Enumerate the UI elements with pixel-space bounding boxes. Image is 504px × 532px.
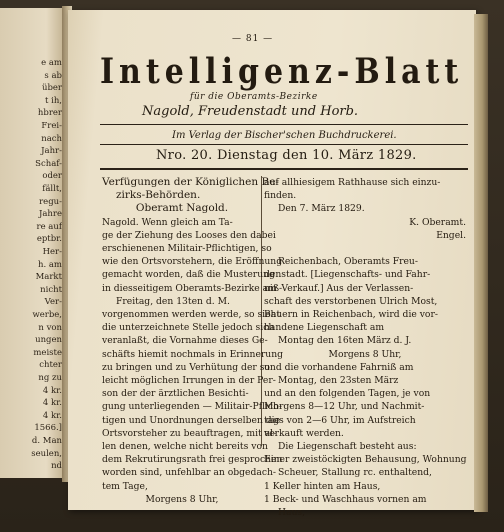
right-column-line: 1 Beck- und Waschhaus vornen am <box>264 493 427 505</box>
right-column-line: Morgens 8 Uhr, <box>328 348 402 360</box>
left-column-line: die unterzeichnete Stelle jedoch sich <box>102 322 275 334</box>
left-column-line: Oberamt Nagold. <box>135 202 229 215</box>
masthead-subtitle: für die Oberamts-Bezirke <box>190 92 318 102</box>
right-column-line: Engel. <box>436 229 466 241</box>
page-number: — 81 — <box>232 34 274 44</box>
left-page-fragment: 4 kr. <box>42 410 62 421</box>
right-column-line: 1 Keller hinten am Haus, <box>264 480 381 492</box>
left-page-fragment: 4 kr. <box>42 398 62 409</box>
left-column-line: schäfts hiemit nochmals in Erinnerung <box>102 348 284 360</box>
left-page-fragment: Jahre <box>38 209 62 220</box>
left-column-line: Verfügungen der Königlichen Be- <box>102 176 279 188</box>
left-column-line: son der der ärztlichen Besichti- <box>102 388 249 400</box>
left-column-line: leicht möglichen Irrungen in der Per- <box>102 375 276 387</box>
left-column-line: Freitag, den 13ten d. M. <box>116 295 230 307</box>
rule-mid <box>100 144 468 145</box>
right-column-line: und an den folgenden Tagen, je von <box>264 388 431 400</box>
left-page-fragment: werbe, <box>32 310 62 320</box>
right-column-line: Bauern in Reichenbach, wird die vor- <box>264 309 438 321</box>
left-page-fragment: ungen <box>35 335 62 346</box>
left-column-line: zu bringen und zu Verhütung der so <box>102 361 270 373</box>
right-column-line <box>264 242 466 255</box>
right-column-line: auf allhiesigem Rathhause sich einzu- <box>264 177 441 188</box>
issue-line: Nro. 20. Dienstag den 10. März 1829. <box>156 148 417 163</box>
left-page-fragment: nicht <box>40 284 62 295</box>
left-page-fragment: nd <box>51 461 62 472</box>
right-column-line: Die Liegenschaft besteht aus: <box>278 441 417 453</box>
right-column-line: Einer zweistöckigten Behausung, Wohnung <box>264 454 467 466</box>
left-page-fragment: re auf <box>36 221 62 232</box>
left-page-fragment: Markt <box>35 272 62 283</box>
right-column-line: Montag den 16ten März d. J. <box>278 335 412 347</box>
left-page-edge <box>0 8 66 478</box>
rule-top <box>100 124 468 125</box>
publisher-line: Im Verlag der Bischer'schen Buchdruckerei. <box>172 130 397 141</box>
left-column-line: gemacht worden, daß die Musterung <box>102 269 275 281</box>
right-column-line: Den 7. März 1829. <box>278 203 365 215</box>
left-column-line: worden sind, unfehlbar an obgedach- <box>102 467 277 479</box>
right-column-line: finden. <box>264 190 297 202</box>
left-page-fragment: 1566.] <box>34 423 62 434</box>
left-page-fragment: chter <box>39 360 62 371</box>
left-column-line: veranlaßt, die Vornahme dieses Ge- <box>102 335 268 347</box>
rule-bottom <box>100 168 468 170</box>
right-column-line: K. Oberamt. <box>409 216 466 228</box>
right-column-line: und die vorhandene Fahrniß am <box>264 361 414 373</box>
left-column-line: len denen, welche nicht bereits von <box>102 441 268 453</box>
left-column-line: ge der Ziehung des Looses den dabei <box>102 229 276 241</box>
left-page-fragment: oder <box>42 171 62 182</box>
right-column-line: niß-Verkauf.] Aus der Verlassen- <box>264 282 414 294</box>
left-page-fragment: Jahr- <box>41 146 62 157</box>
left-page-fragment: Schaf- <box>35 158 62 169</box>
left-page-fragment: 4 kr. <box>42 385 62 396</box>
right-column <box>264 176 466 519</box>
left-page-fragment: n von <box>38 322 62 333</box>
left-page-fragment: s ab <box>44 70 62 81</box>
left-page-fragment: meiste <box>33 347 62 358</box>
left-column-line: zirks-Behörden. <box>116 189 201 202</box>
left-page-fragment: t ih, <box>44 95 62 106</box>
right-column-line: Scheuer, Stallung rc. enthaltend, <box>278 467 432 479</box>
left-column-line: in diesseitigem Oberamts-Bezirke am <box>102 282 277 294</box>
left-column-line: vorgenommen werden werde, so sieht <box>102 309 281 321</box>
left-page-fragment: über <box>41 83 62 94</box>
right-column-line: tags von 2—6 Uhr, im Aufstreich <box>264 414 416 426</box>
right-column-line: Montag, den 23sten März <box>278 375 399 387</box>
masthead-districts: Nagold, Freudenstadt und Horb. <box>142 104 359 119</box>
right-column-line: schaft des verstorbenen Ulrich Most, <box>264 295 438 307</box>
left-column-line: dem Rekrutirungsrath frei gesprochen <box>102 454 283 466</box>
left-page-fragment: nach <box>41 133 62 144</box>
right-column-line: Morgens 8—12 Uhr, und Nachmit- <box>264 401 425 413</box>
left-column-line: tem Tage, <box>102 480 148 492</box>
masthead-title: Intelligenz-Blatt <box>100 52 464 93</box>
right-column-line: Haus, <box>278 507 306 519</box>
left-column-line: wie den Ortsvorstehern, die Eröffnung <box>102 256 283 268</box>
left-page-fragment: d. Man <box>31 436 62 446</box>
left-column-line: Nagold. Wenn gleich am Ta- <box>102 216 233 228</box>
left-page-fragment: hbrer <box>37 108 62 119</box>
left-column-line: Ortsvorsteher zu beauftragen, mit al- <box>102 427 277 439</box>
right-column-line: handene Liegenschaft am <box>264 322 385 334</box>
left-page-fragment: Frei- <box>41 121 62 131</box>
right-column-line: Reichenbach, Oberamts Freu- <box>278 256 418 268</box>
left-page-fragment: seulen, <box>31 448 62 459</box>
left-page-fragment: Her- <box>42 247 62 257</box>
left-column-line: tigen und Unordnungen derselben die <box>102 414 281 426</box>
left-page-fragment: eptbr. <box>36 234 62 245</box>
left-column-line: Morgens 8 Uhr, <box>145 493 219 505</box>
left-page-fragment: fällt, <box>42 184 62 194</box>
left-page-fragment: ng zu <box>38 373 62 383</box>
right-column-line: verkauft werden. <box>264 427 344 439</box>
left-page-fragment: h. am <box>37 259 62 270</box>
page-stack-edge <box>474 14 488 512</box>
left-column-line: gung unterliegenden — Militair-Pflich- <box>102 401 282 413</box>
left-page-fragment: Ver- <box>44 297 62 308</box>
left-page-fragment: e am <box>41 58 62 68</box>
left-page-fragment: regu- <box>39 196 62 207</box>
left-column-line: erschienenen Militair-Pflichtigen, so <box>102 243 272 255</box>
right-column-line: denstadt. [Liegenschafts- und Fahr- <box>264 269 431 281</box>
